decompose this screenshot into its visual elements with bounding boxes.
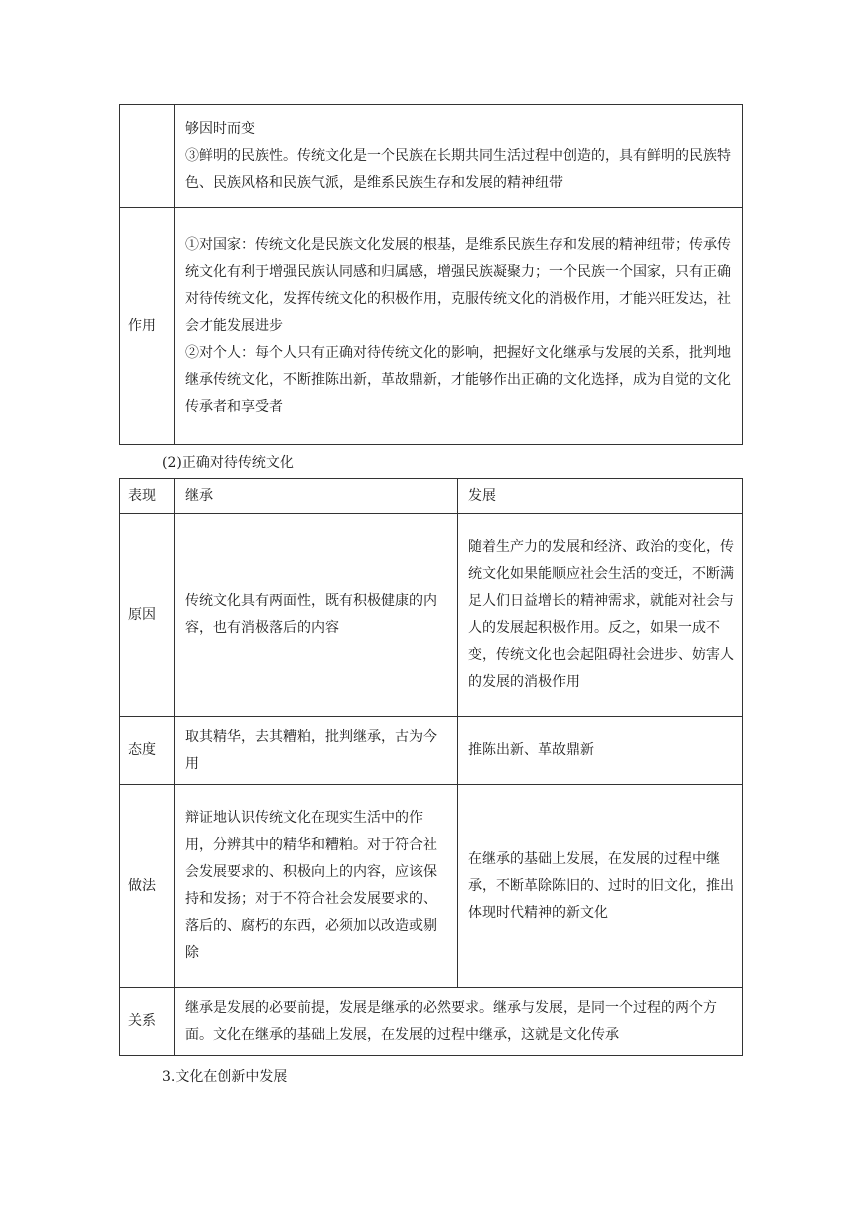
table-row [120, 514, 743, 717]
paragraph: ①对国家：传统文化是民族文化发展的根基，是维系民族生存和发展的精神纽带；传承传统文化有利于增强民族认同感和归属感，增强民族凝聚力；一个民族一个国家，只有正确对待传统文化，发挥传统文化的积极作用，克服传统文化的消极作用，才能兴旺发达，社会才能发展进步 [185, 236, 731, 334]
row-label: 态度 [120, 717, 175, 785]
table-row [120, 105, 743, 208]
inherit-cell: 辩证地认识传统文化在现实生活中的作用，分辨其中的精华和糟粕。对于符合社会发展要求的、积极向上的内容，应该保持和发扬；对于不符合社会发展要求的、落后的、腐朽的东西，必须加以改造或剔除 [175, 785, 458, 988]
table-row [120, 717, 743, 785]
paragraph: 够因时而变 [185, 120, 255, 137]
inherit-cell: 取其精华，去其糟粕，批判继承，古为今用 [175, 717, 458, 785]
develop-cell: 随着生产力的发展和经济、政治的变化，传统文化如果能顺应社会生活的变迁，不断满足人们日益增长的精神需求，就能对社会与人的发展起积极作用。反之，如果一成不变，传统文化也会起阻碍社会进步、妨害人的发展的消极作用 [458, 514, 743, 717]
header-cell: 继承 [175, 479, 458, 514]
paragraph: ②对个人：每个人只有正确对待传统文化的影响，把握好文化继承与发展的关系，批判地继承传统文化，不断推陈出新，革故鼎新，才能够作出正确的文化选择，成为自觉的文化传承者和享受者 [185, 344, 731, 415]
table-row [120, 208, 743, 445]
section-heading: 3.文化在创新中发展 [162, 1069, 288, 1085]
table-row [120, 785, 743, 988]
header-cell: 发展 [458, 479, 743, 514]
treat-traditional-culture-table [119, 478, 743, 1056]
relation-cell: 继承是发展的必要前提，发展是继承的必然要求。继承与发展，是同一个过程的两个方面。文化在继承的基础上发展，在发展的过程中继承，这就是文化传承 [175, 988, 743, 1056]
section-heading: (2)正确对待传统文化 [162, 455, 294, 471]
traditional-culture-features-table [119, 104, 743, 445]
table-row [120, 988, 743, 1056]
header-cell: 表现 [120, 479, 175, 514]
paragraph: ③鲜明的民族性。传统文化是一个民族在长期共同生活过程中创造的，具有鲜明的民族特色、民族风格和民族气派，是维系民族生存和发展的精神纽带 [185, 147, 731, 191]
row-label: 作用 [120, 208, 175, 445]
inherit-cell: 传统文化具有两面性，既有积极健康的内容，也有消极落后的内容 [175, 514, 458, 717]
develop-cell: 在继承的基础上发展，在发展的过程中继承，不断革除陈旧的、过时的旧文化，推出体现时代精神的新文化 [458, 785, 743, 988]
row-label: 关系 [120, 988, 175, 1056]
develop-cell: 推陈出新、革故鼎新 [458, 717, 743, 785]
row-content [175, 208, 743, 445]
table-header-row [120, 479, 743, 514]
row-label [120, 105, 175, 208]
row-label: 做法 [120, 785, 175, 988]
row-content [175, 105, 743, 208]
row-label: 原因 [120, 514, 175, 717]
